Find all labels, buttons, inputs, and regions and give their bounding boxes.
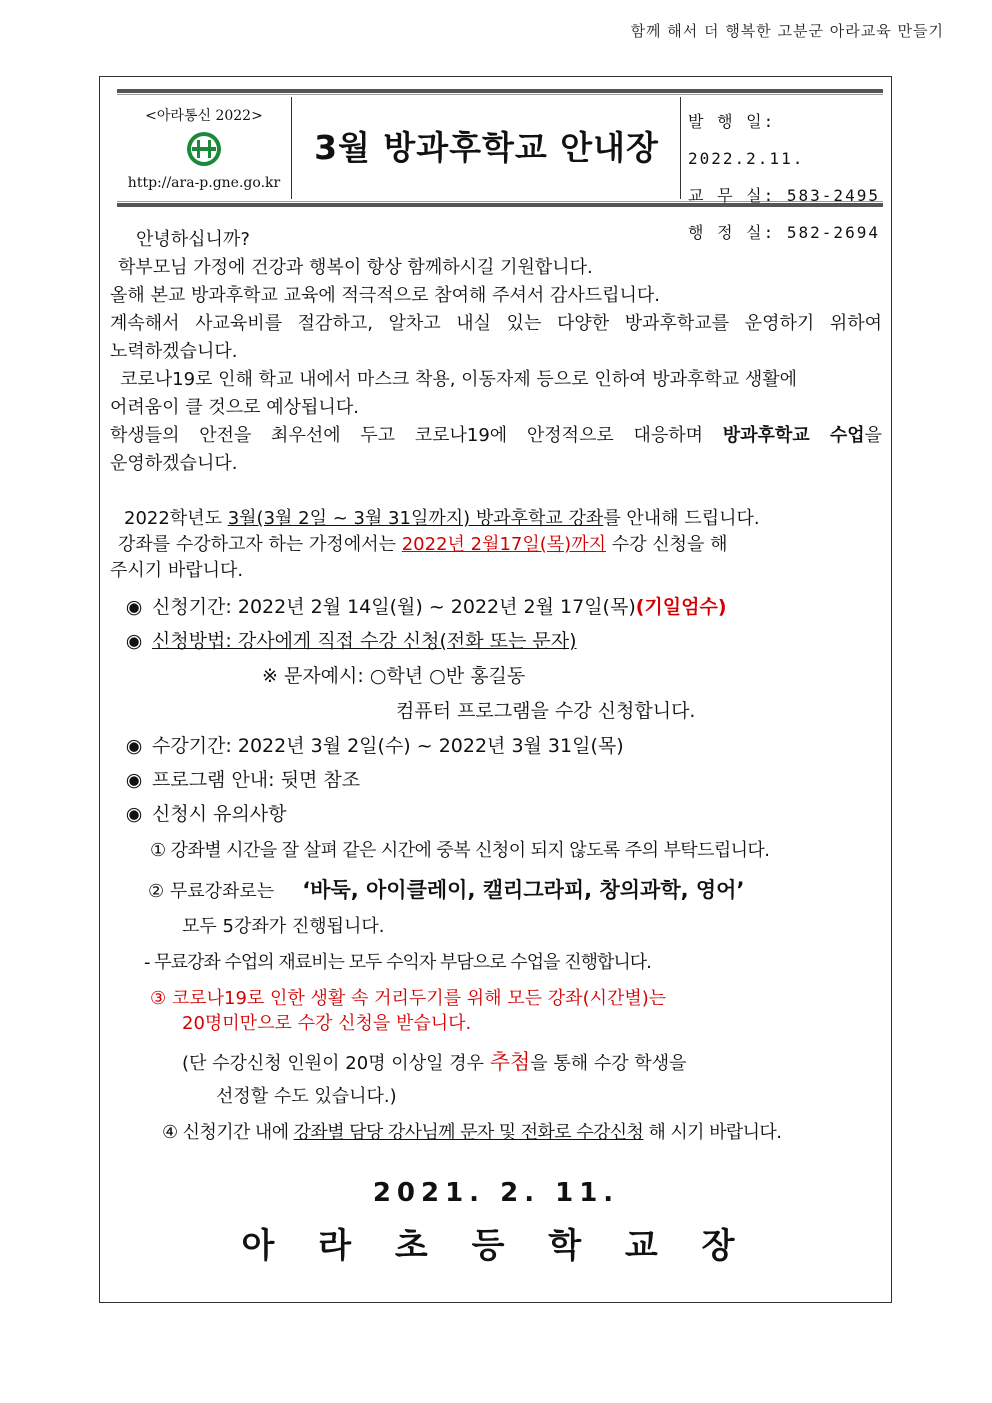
- caution-text: 을 통해 수강 학생을: [530, 1053, 687, 1074]
- notice-text: 를 안내해 드립니다.: [603, 508, 760, 529]
- bullet-icon: ◉: [125, 803, 143, 825]
- intro-text-span: 학생들의 안전을 최우선에 두고 코로나19에 안정적으로 대응하며: [110, 425, 723, 446]
- free-courses: ‘바둑, 아이클레이, 캘리그라피, 창의과학, 영어’: [302, 878, 745, 902]
- period-text: 신청기간: 2022년 2월 14일(월) ~ 2022년 2월 17일(목): [152, 596, 636, 618]
- caution-3: ③ 코로나19로 인한 생활 속 거리두기를 위해 모든 강좌(시간별)는: [150, 988, 667, 1009]
- caution-2: [148, 874, 744, 904]
- header-rule: [117, 89, 883, 93]
- school-url: http://ara-p.gne.go.kr: [127, 175, 281, 191]
- newsletter-name: <아라통신 2022>: [145, 108, 263, 124]
- caution-underlined: 강좌별 담당 강사님께 문자 및 전화로 수강신청: [293, 1122, 644, 1143]
- caution-2-note: - 무료강좌 수업의 재료비는 모두 수익자 부담으로 수업을 진행합니다.: [144, 952, 651, 973]
- notice-line: [124, 504, 760, 530]
- intro-line: [110, 422, 882, 450]
- caution-3-limit: 20명미만으로 수강 신청을 받습니다.: [182, 1013, 472, 1034]
- intro-text-span: 을: [864, 425, 883, 446]
- caution-text: ② 무료강좌로는: [148, 881, 275, 902]
- header-divider: [291, 97, 292, 199]
- strict-deadline: (기일엄수): [635, 596, 727, 618]
- lottery-word: 추첨: [489, 1050, 531, 1074]
- intro-line: 운영하겠습니다.: [110, 453, 238, 474]
- item-course-period: [110, 731, 624, 758]
- intro-line: 올해 본교 방과후학교 교육에 적극적으로 참여해 주셔서 감사드립니다.: [110, 285, 661, 306]
- bullet-icon: ◉: [125, 769, 143, 791]
- intro-line: 학부모님 가정에 건강과 행복이 항상 함께하시길 기원합니다.: [118, 257, 593, 278]
- caution-text: (단 수강신청 인원이 20명 이상일 경우: [182, 1053, 490, 1074]
- issue-date: 발 행 일: 2022.2.11.: [688, 112, 805, 168]
- caution-2-detail: 모두 5강좌가 진행됩니다.: [182, 916, 385, 937]
- method-text: 신청방법: 강사에게 직접 수강 신청(전화 또는 문자): [152, 630, 577, 652]
- notice-text: 수강 신청을 해: [605, 534, 728, 555]
- notice-line: 주시기 바랍니다.: [110, 560, 244, 581]
- header-divider: [680, 97, 681, 199]
- intro-line: 어려움이 클 것으로 예상됩니다.: [110, 397, 359, 418]
- school-logo-icon: [186, 131, 222, 167]
- caution-4: [162, 1118, 781, 1144]
- course-period-text: 수강기간: 2022년 3월 2일(수) ~ 2022년 3월 31일(목): [152, 735, 624, 757]
- admin-office-phone: 행 정 실: 582-2694: [688, 223, 880, 242]
- greeting: 안녕하십니까?: [136, 229, 250, 250]
- deadline-text: 2022년 2월17일(목)까지: [401, 534, 606, 555]
- school-principal: 아 라 초 등 학 교 장: [241, 1226, 751, 1266]
- intro-text: [110, 226, 882, 478]
- intro-line: 노력하겠습니다.: [110, 341, 238, 362]
- program-text: 프로그램 안내: 뒷면 참조: [152, 769, 361, 791]
- document-date: 2021. 2. 11.: [372, 1178, 620, 1208]
- intro-line: 코로나19로 인해 학교 내에서 마스크 착용, 이동자제 등으로 인하여 방과후학교 생활에: [120, 369, 798, 390]
- caution-1: ① 강좌별 시간을 잘 살펴 같은 시간에 중복 신청이 되지 않도록 주의 부탁드립니다.: [150, 840, 770, 861]
- sms-example: 컴퓨터 프로그램을 수강 신청합니다.: [396, 700, 696, 722]
- bullet-icon: ◉: [125, 596, 143, 618]
- notice-underlined: 3월(3월 2일 ~ 3월 31일까지) 방과후학교 강좌: [227, 508, 604, 529]
- bullet-icon: ◉: [125, 735, 143, 757]
- caution-text: 해 시기 바랍니다.: [643, 1122, 782, 1143]
- caution-3-note: 선정할 수도 있습니다.): [216, 1086, 397, 1107]
- notice-line: [118, 530, 727, 556]
- caution-3-note: [182, 1046, 687, 1076]
- teachers-office-phone: 교 무 실: 583-2495: [688, 186, 880, 205]
- cautions-heading: 신청시 유의사항: [152, 803, 287, 825]
- intro-emphasis: 방과후학교 수업: [722, 425, 865, 446]
- notice-text: 2022학년도: [124, 508, 228, 529]
- slogan: 함께 해서 더 행복한 고분군 아라교육 만들기: [630, 22, 944, 40]
- item-method: [110, 626, 577, 653]
- item-program: [110, 765, 360, 792]
- caution-text: ④ 신청기간 내에: [162, 1122, 294, 1143]
- notice-text: 강좌를 수강하고자 하는 가정에서는: [118, 534, 402, 555]
- bullet-icon: ◉: [125, 630, 143, 652]
- sms-example: ※ 문자예시: ○학년 ○반 홍길동: [262, 665, 526, 687]
- item-period: [110, 592, 727, 619]
- page-title: 3월 방과후학교 안내장: [314, 128, 659, 167]
- intro-line: 계속해서 사교육비를 절감하고, 알차고 내실 있는 다양한 방과후학교를 운영하기 위하여: [110, 313, 882, 334]
- header-rule: [117, 94, 883, 95]
- item-cautions: [110, 799, 287, 826]
